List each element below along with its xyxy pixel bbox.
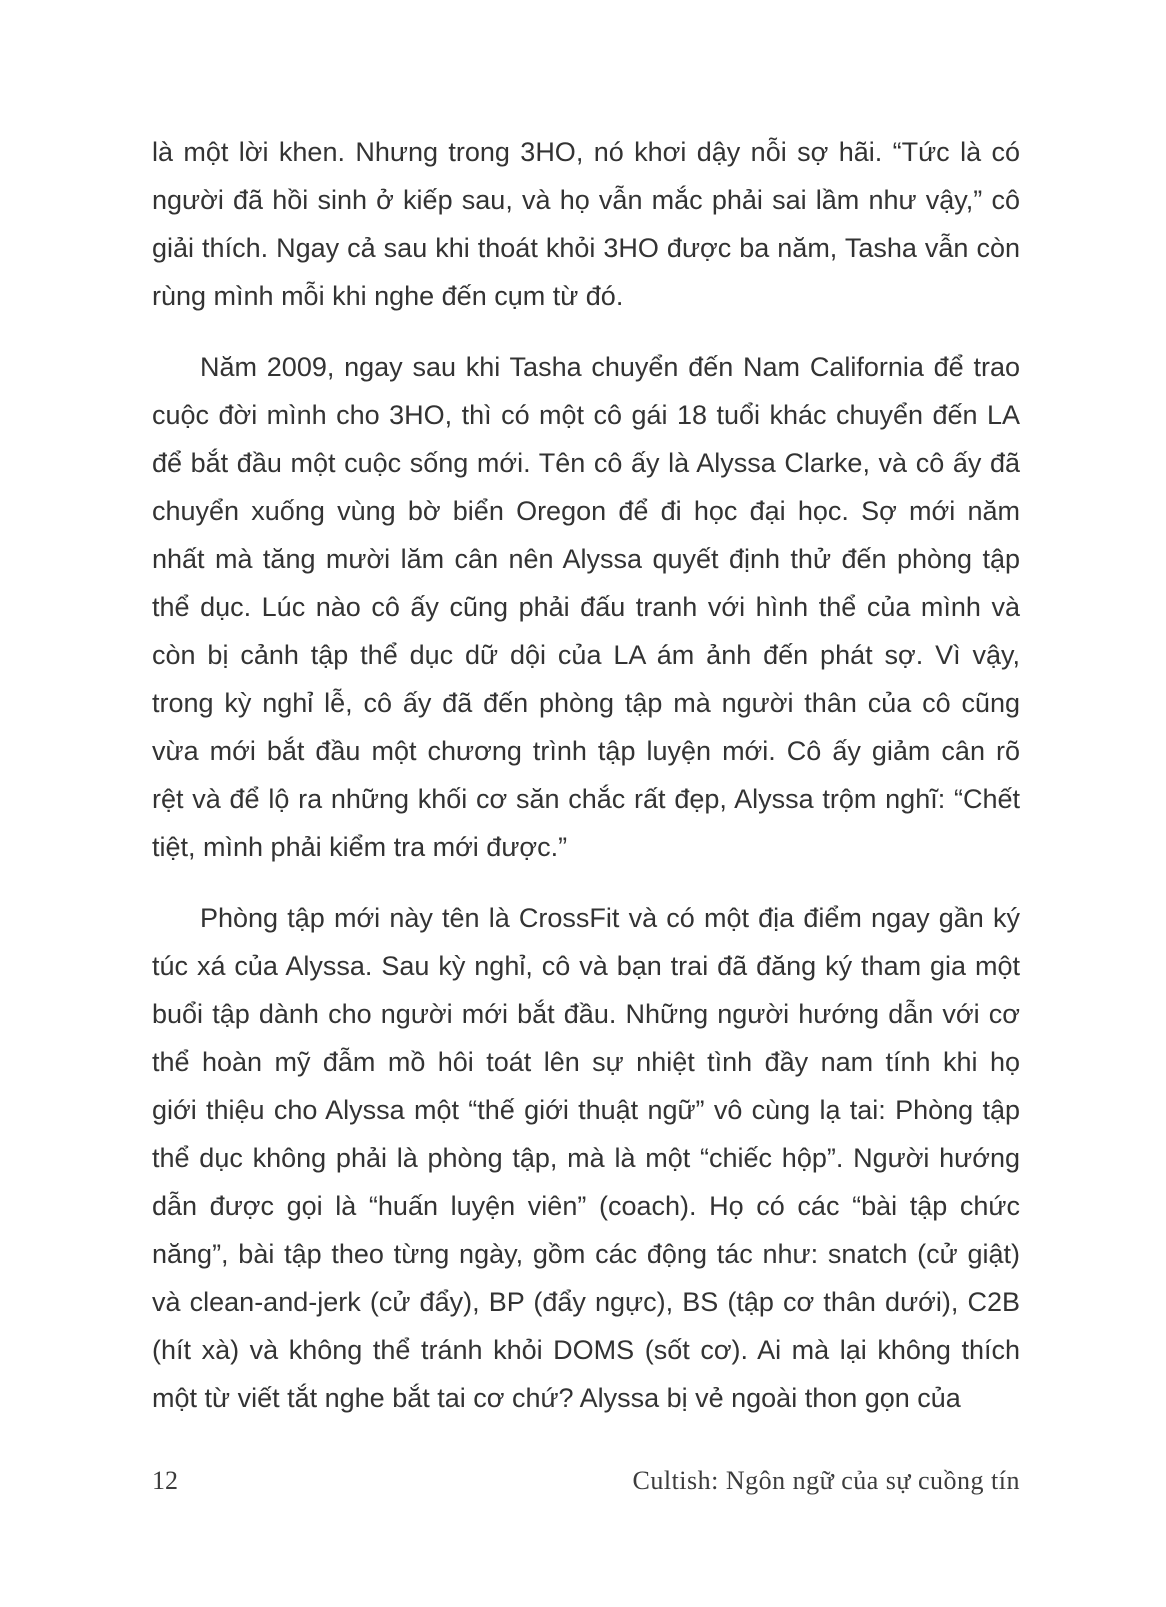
text-line xyxy=(152,727,1020,775)
text-line-content: trong kỳ nghỉ lễ, cô ấy đã đến phòng tập mà người thân của cô cũng xyxy=(152,688,1020,718)
text-line-content: Năm 2009, ngay sau khi Tasha chuyển đến Nam California để trao xyxy=(200,352,1020,382)
text-line-content: (hít xà) và không thể tránh khỏi DOMS (sốt cơ). Ai mà lại không thích xyxy=(152,1335,1020,1365)
text-line-content: rệt và để lộ ra những khối cơ săn chắc rất đẹp, Alyssa trộm nghĩ: “Chết xyxy=(152,784,1020,814)
text-line xyxy=(152,391,1020,439)
running-title: Cultish: Ngôn ngữ của sự cuồng tín xyxy=(632,1466,1020,1495)
text-line xyxy=(152,1326,1020,1374)
text-line-content: nhất mà tăng mười lăm cân nên Alyssa quyết định thử đến phòng tập xyxy=(152,544,1020,574)
text-line xyxy=(152,631,1020,679)
page-body xyxy=(152,128,1020,1422)
text-line xyxy=(152,775,1020,823)
text-line-content: túc xá của Alyssa. Sau kỳ nghỉ, cô và bạn trai đã đăng ký tham gia một xyxy=(152,951,1020,981)
text-line xyxy=(152,823,1020,871)
text-line-content: giải thích. Ngay cả sau khi thoát khỏi 3HO được ba năm, Tasha vẫn còn xyxy=(152,233,1020,263)
text-line xyxy=(152,1086,1020,1134)
text-line-content: chuyển xuống vùng bờ biển Oregon để đi học đại học. Sợ mới năm xyxy=(152,496,1020,526)
text-line xyxy=(152,679,1020,727)
text-line-content: vừa mới bắt đầu một chương trình tập luyện mới. Cô ấy giảm cân rõ xyxy=(152,736,1020,766)
text-line-content: buổi tập dành cho người mới bắt đầu. Những người hướng dẫn với cơ xyxy=(152,999,1020,1029)
text-line-content: thể dục không phải là phòng tập, mà là một “chiếc hộp”. Người hướng xyxy=(152,1143,1020,1173)
paragraph xyxy=(152,894,1020,1422)
text-line-content: cuộc đời mình cho 3HO, thì có một cô gái 18 tuổi khác chuyển đến LA xyxy=(152,400,1020,430)
text-line-content: năng”, bài tập theo từng ngày, gồm các động tác như: snatch (cử giật) xyxy=(152,1239,1020,1269)
text-line xyxy=(152,439,1020,487)
text-line xyxy=(152,990,1020,1038)
text-line xyxy=(152,272,1020,320)
text-line xyxy=(152,583,1020,631)
page-footer xyxy=(152,1466,1020,1496)
text-line-content: rùng mình mỗi khi nghe đến cụm từ đó. xyxy=(152,281,624,311)
text-line xyxy=(152,942,1020,990)
paragraph xyxy=(152,343,1020,871)
text-line-content: thể hoàn mỹ đẫm mồ hôi toát lên sự nhiệt tình đầy nam tính khi họ xyxy=(152,1047,1020,1077)
text-line-content: còn bị cảnh tập thể dục dữ dội của LA ám ảnh đến phát sợ. Vì vậy, xyxy=(152,640,1020,670)
text-line-content: người đã hồi sinh ở kiếp sau, và họ vẫn mắc phải sai lầm như vậy,” cô xyxy=(152,185,1020,215)
text-line-content: một từ viết tắt nghe bắt tai cơ chứ? Alyssa bị vẻ ngoài thon gọn của xyxy=(152,1383,961,1413)
text-line xyxy=(152,535,1020,583)
text-line xyxy=(152,176,1020,224)
text-line-content: để bắt đầu một cuộc sống mới. Tên cô ấy là Alyssa Clarke, và cô ấy đã xyxy=(152,448,1020,478)
paragraph xyxy=(152,128,1020,320)
text-line-content: dẫn được gọi là “huấn luyện viên” (coach). Họ có các “bài tập chức xyxy=(152,1191,1020,1221)
page-number: 12 xyxy=(152,1466,178,1495)
text-line-content: và clean-and-jerk (cử đẩy), BP (đẩy ngực), BS (tập cơ thân dưới), C2B xyxy=(152,1287,1020,1317)
text-line xyxy=(152,1134,1020,1182)
text-line xyxy=(152,128,1020,176)
text-line-content: Phòng tập mới này tên là CrossFit và có một địa điểm ngay gần ký xyxy=(200,903,1020,933)
text-line xyxy=(152,1230,1020,1278)
text-line xyxy=(152,894,1020,942)
text-line-content: tiệt, mình phải kiểm tra mới được.” xyxy=(152,832,568,862)
text-line xyxy=(152,343,1020,391)
text-line-content: thể dục. Lúc nào cô ấy cũng phải đấu tranh với hình thể của mình và xyxy=(152,592,1020,622)
text-line xyxy=(152,1374,1020,1422)
text-line-content: là một lời khen. Nhưng trong 3HO, nó khơi dậy nỗi sợ hãi. “Tức là có xyxy=(152,137,1020,167)
text-line xyxy=(152,487,1020,535)
text-line-content: giới thiệu cho Alyssa một “thế giới thuật ngữ” vô cùng lạ tai: Phòng tập xyxy=(152,1095,1020,1125)
text-line xyxy=(152,1278,1020,1326)
text-line xyxy=(152,1038,1020,1086)
text-line xyxy=(152,224,1020,272)
text-line xyxy=(152,1182,1020,1230)
